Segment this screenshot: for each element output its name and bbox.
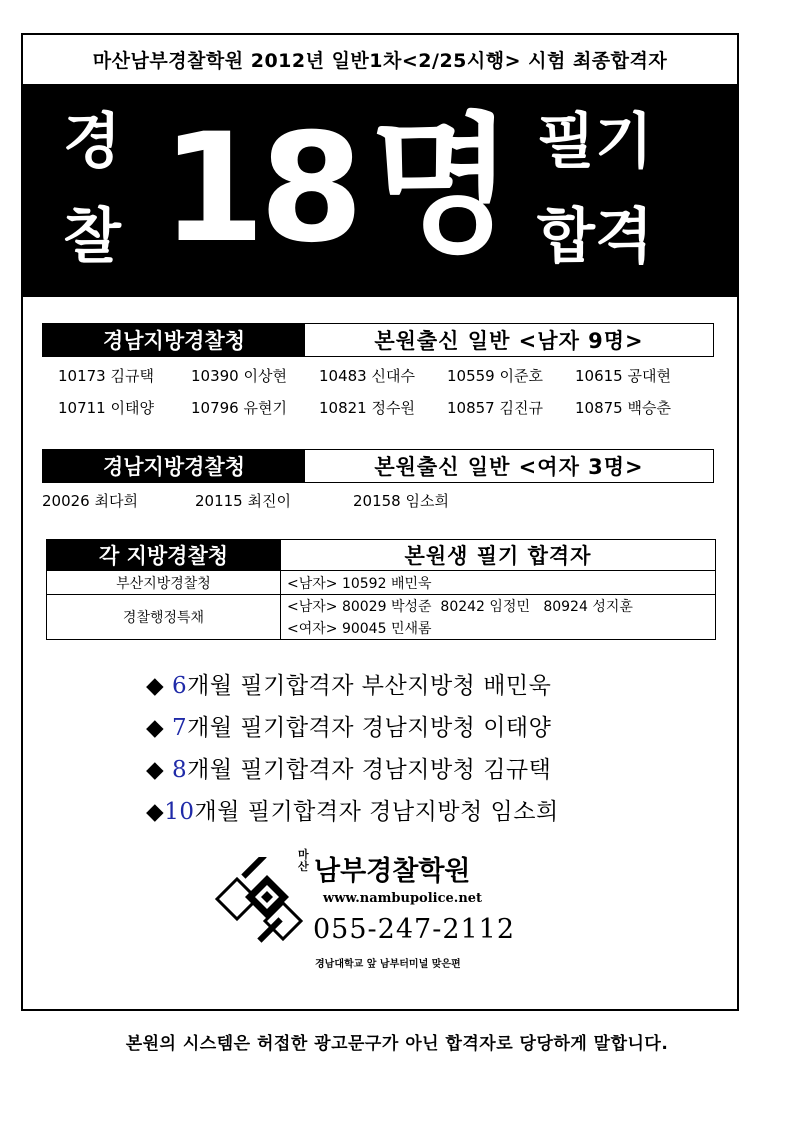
highlight-text: 개월 필기합격자 경남지방청 김규택 xyxy=(187,757,552,783)
male-names-row-2 xyxy=(58,397,671,418)
months-number: 8 xyxy=(172,757,188,783)
table-cell-busan: 부산지방경찰청 xyxy=(47,571,281,594)
banner-big-number: 18 xyxy=(161,102,358,276)
highlight-text: 개월 필기합격자 부산지방청 배민욱 xyxy=(187,673,552,699)
table-head-agency: 각 지방경찰청 xyxy=(47,540,281,570)
passer-name: 20158 임소희 xyxy=(353,492,449,510)
male-agency-label: 경남지방경찰청 xyxy=(43,324,305,356)
poster-title: 마산남부경찰학원 2012년 일반1차<2/25시행> 시험 최종합격자 xyxy=(92,49,668,72)
banner-char-gyeong: 경 xyxy=(63,107,121,177)
passer-name: 10483 신대수 xyxy=(319,367,415,385)
passer-name: 10857 김진규 xyxy=(447,399,543,417)
passer-name: 10173 김규택 xyxy=(58,367,154,385)
table-row xyxy=(47,595,715,639)
female-category-label: 본원출신 일반 <여자 3명> xyxy=(374,455,644,479)
highlight-text: 개월 필기합격자 경남지방청 임소희 xyxy=(194,799,559,825)
passer-name: 20026 최다희 xyxy=(42,492,138,510)
diamond-icon: ◆ xyxy=(146,799,165,825)
male-section-header xyxy=(42,323,714,357)
highlight-text: 개월 필기합격자 경남지방청 이태양 xyxy=(187,715,552,741)
passer-name: 20115 최진이 xyxy=(195,492,291,510)
diamond-icon: ◆ xyxy=(146,757,172,783)
months-number: 10 xyxy=(164,799,195,825)
footer-slogan: 본원의 시스템은 허접한 광고문구가 아닌 합격자로 당당하게 말합니다. xyxy=(125,1034,669,1054)
table-head-title: 본원생 필기 합격자 xyxy=(404,544,592,568)
table-cell-special-values xyxy=(281,595,715,639)
poster-frame xyxy=(21,33,739,1011)
banner-word-hapgyeok: 합격 xyxy=(537,202,653,272)
female-names-row xyxy=(42,490,449,511)
male-names-row-1 xyxy=(58,365,671,386)
phone-number: 055-247-2112 xyxy=(313,914,516,945)
diamond-icon: ◆ xyxy=(146,673,172,699)
passer-name: 10821 정수원 xyxy=(319,399,415,417)
highlight-line-4 xyxy=(146,793,559,826)
special-male-passers: <남자> 80029 박성준 80242 임정민 80924 성지훈 xyxy=(287,599,633,615)
passer-name: 10875 백승춘 xyxy=(575,399,671,417)
female-section-header xyxy=(42,449,714,483)
banner-big-unit: 명 xyxy=(369,100,514,274)
table-row xyxy=(47,571,715,595)
passer-name: 10711 이태양 xyxy=(58,399,154,417)
passer-name: 10559 이준호 xyxy=(447,367,543,385)
banner-char-chal: 찰 xyxy=(63,202,121,272)
passer-name: 10390 이상현 xyxy=(191,367,287,385)
address-text: 경남대학교 앞 남부터미널 맞은편 xyxy=(315,959,461,970)
months-number: 7 xyxy=(172,715,188,741)
highlight-line-1 xyxy=(146,667,551,700)
passer-name: 10615 공대현 xyxy=(575,367,671,385)
passer-name: 10796 유현기 xyxy=(191,399,287,417)
website-url[interactable]: www.nambupolice.net xyxy=(323,891,483,906)
academy-name: 남부경찰학원 xyxy=(314,856,471,887)
table-header-row xyxy=(47,540,715,571)
special-female-passers: <여자> 90045 민새롬 xyxy=(287,621,432,637)
banner-word-pilgi: 필기 xyxy=(537,107,653,177)
female-agency-label: 경남지방경찰청 xyxy=(43,450,305,482)
table-cell-busan-value: <남자> 10592 배민욱 xyxy=(287,575,432,592)
headline-banner xyxy=(23,84,737,297)
diamond-icon: ◆ xyxy=(146,715,172,741)
regional-passers-table xyxy=(46,539,716,640)
table-cell-special: 경찰행정특채 xyxy=(47,595,281,639)
academy-logo-icon xyxy=(215,857,307,943)
male-category-label: 본원출신 일반 <남자 9명> xyxy=(374,329,644,353)
logo-prefix: 마산 xyxy=(298,848,309,873)
highlight-line-3 xyxy=(146,751,551,784)
months-number: 6 xyxy=(172,673,188,699)
highlight-line-2 xyxy=(146,709,551,742)
